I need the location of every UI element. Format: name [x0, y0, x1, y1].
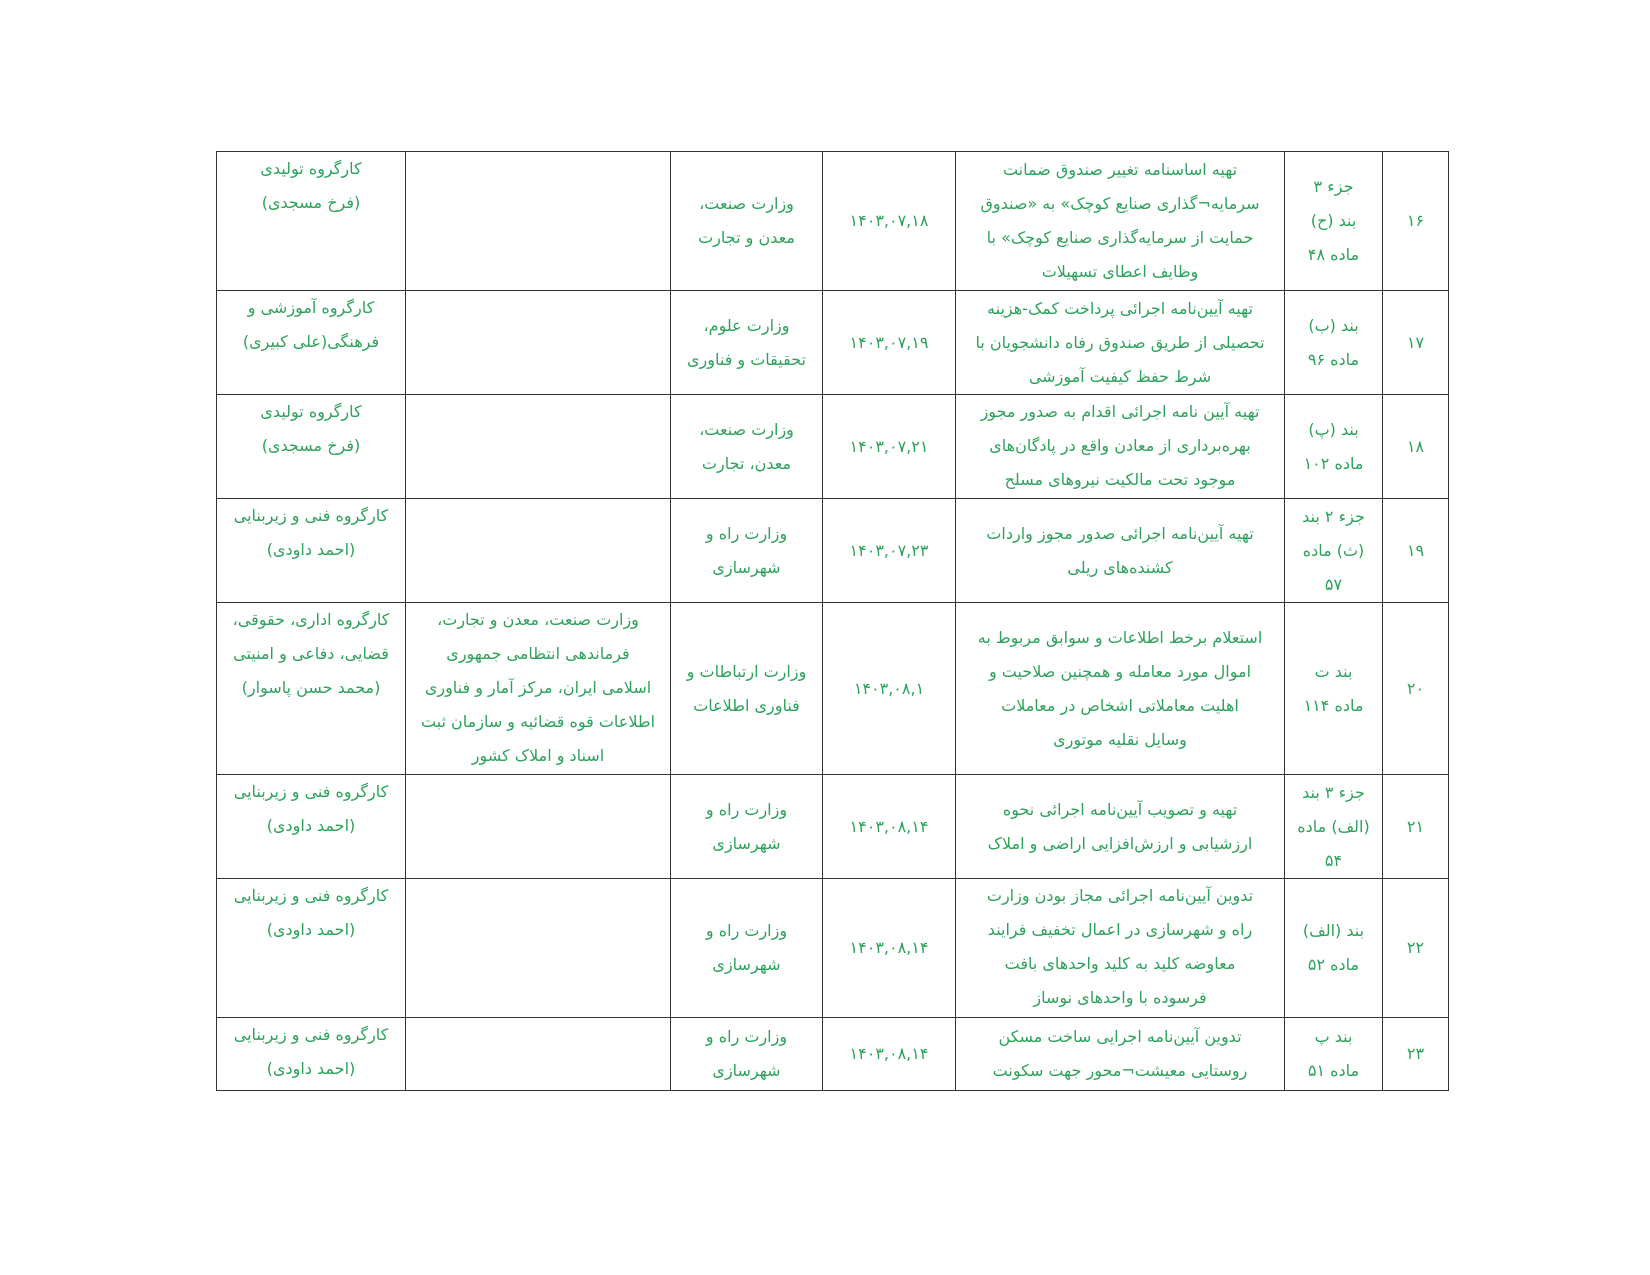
legal-reference-cell	[1285, 499, 1383, 603]
working-group-cell	[217, 603, 406, 775]
legal-reference-cell	[1285, 152, 1383, 291]
cell-line: بند (ب)	[1308, 315, 1359, 335]
cell-line: شهرسازی	[712, 833, 781, 853]
partner-bodies-cell	[406, 879, 671, 1018]
cell-line: شرط حفظ کیفیت آموزشی	[1028, 366, 1212, 386]
table-body	[217, 152, 1449, 1091]
task-title-cell	[956, 152, 1285, 291]
legal-reference-cell	[1285, 1018, 1383, 1091]
cell-line: (محمد حسن پاسوار)	[241, 678, 381, 697]
cell-line: جزء ۳	[1313, 177, 1354, 196]
deadline-date-cell: ۱۴۰۳,۰۷,۲۱	[823, 395, 956, 499]
cell-line: کارگروه فنی و زیربنایی	[233, 506, 389, 525]
row-number-cell: ۱۸	[1383, 395, 1449, 499]
deadline-date-cell: ۱۴۰۳,۰۸,۱	[823, 603, 956, 775]
legal-reference-cell	[1285, 603, 1383, 775]
legal-reference-cell	[1285, 775, 1383, 879]
responsible-ministry-cell	[671, 499, 823, 603]
cell-line: بند (الف)	[1302, 921, 1365, 940]
row-number-cell: ۲۲	[1383, 879, 1449, 1018]
cell-line: ماده ۵۱	[1307, 1061, 1360, 1080]
responsible-ministry-cell	[671, 152, 823, 291]
cell-line: اسلامی ایران، مرکز آمار و فناوری	[424, 678, 652, 697]
task-title-cell	[956, 603, 1285, 775]
cell-line: (الف) ماده	[1297, 816, 1370, 836]
cell-line: کشنده‌های ریلی	[1067, 557, 1173, 577]
cell-line: وزارت علوم،	[703, 315, 790, 335]
cell-line: وظایف اعطای تسهیلات	[1041, 262, 1199, 281]
table-row	[217, 395, 1449, 499]
cell-line: فناوری اطلاعات	[693, 695, 800, 715]
cell-line: (فرخ مسجدی)	[261, 436, 361, 455]
legal-reference-cell	[1285, 291, 1383, 395]
cell-line: کارگروه فنی و زیربنایی	[233, 782, 389, 801]
cell-line: وزارت صنعت،	[699, 419, 794, 439]
responsible-ministry-cell	[671, 879, 823, 1018]
cell-line: (فرخ مسجدی)	[261, 193, 361, 212]
partner-bodies-cell	[406, 152, 671, 291]
legal-reference-cell	[1285, 879, 1383, 1018]
cell-line: (ث) ماده	[1302, 540, 1365, 560]
working-group-cell	[217, 879, 406, 1018]
row-number-cell: ۲۰	[1383, 603, 1449, 775]
working-group-cell	[217, 499, 406, 603]
partner-bodies-cell	[406, 499, 671, 603]
table-row	[217, 775, 1449, 879]
deadline-date-cell: ۱۴۰۳,۰۸,۱۴	[823, 1018, 956, 1091]
cell-line: ارزشیابی و ارزش‌افزایی اراضی و املاک	[987, 833, 1253, 853]
cell-line: (احمد داودی)	[266, 1059, 356, 1078]
cell-line: وزارت راه و	[705, 799, 788, 819]
cell-line: کارگروه فنی و زیربنایی	[233, 1025, 389, 1044]
cell-line: تهیه آیین‌نامه اجرائی پرداخت کمک-هزینه	[987, 298, 1253, 318]
task-title-cell	[956, 395, 1285, 499]
cell-line: اطلاعات قوه قضائیه و سازمان ثبت	[420, 712, 656, 731]
cell-line: (احمد داودی)	[266, 920, 356, 939]
cell-line: بند پ	[1314, 1027, 1353, 1046]
cell-line: ماده ۹۶	[1307, 349, 1360, 369]
cell-line: (احمد داودی)	[266, 816, 356, 835]
cell-line: راه و شهرسازی در اعمال تخفیف فرایند	[987, 920, 1253, 939]
cell-line: جزء ۳ بند	[1302, 782, 1365, 802]
cell-line: تهیه اساسنامه تغییر صندوق ضمانت	[1002, 160, 1238, 179]
partner-bodies-cell	[406, 1018, 671, 1091]
working-group-cell	[217, 291, 406, 395]
responsible-ministry-cell	[671, 291, 823, 395]
row-number-cell: ۲۱	[1383, 775, 1449, 879]
cell-line: بهره‌برداری از معادن واقع در پادگان‌های	[989, 436, 1251, 455]
cell-line: جزء ۲ بند	[1302, 506, 1365, 526]
cell-line: وسایل نقلیه موتوری	[1053, 729, 1187, 749]
cell-line: وزارت ارتباطات و	[686, 661, 807, 681]
cell-line: کارگروه فنی و زیربنایی	[233, 886, 389, 905]
cell-line: ماده ۱۱۴	[1303, 695, 1364, 715]
cell-line: معدن، تجارت	[701, 453, 792, 473]
cell-line: اموال مورد معامله و همچنین صلاحیت و	[988, 661, 1252, 681]
deadline-date-cell: ۱۴۰۳,۰۷,۱۸	[823, 152, 956, 291]
cell-line: تهیه آیین‌نامه اجرائی صدور مجوز واردات	[986, 523, 1254, 543]
row-number-cell: ۲۳	[1383, 1018, 1449, 1091]
cell-line: وزارت راه و	[705, 921, 788, 940]
cell-line: حمایت از سرمایه‌گذاری صنایع کوچک» با	[986, 228, 1254, 247]
responsible-ministry-cell	[671, 1018, 823, 1091]
deadline-date-cell: ۱۴۰۳,۰۸,۱۴	[823, 879, 956, 1018]
deadline-date-cell: ۱۴۰۳,۰۸,۱۴	[823, 775, 956, 879]
cell-line: اسناد و املاک کشور	[471, 746, 605, 765]
table-row	[217, 291, 1449, 395]
table-row	[217, 603, 1449, 775]
responsible-ministry-cell	[671, 603, 823, 775]
cell-line: وزارت صنعت، معدن و تجارت،	[437, 610, 639, 629]
working-group-cell	[217, 1018, 406, 1091]
responsible-ministry-cell	[671, 775, 823, 879]
cell-line: استعلام برخط اطلاعات و سوابق مربوط به	[977, 627, 1263, 647]
cell-line: موجود تحت مالکیت نیروهای مسلح	[1004, 470, 1236, 489]
cell-line: تحصیلی از طریق صندوق رفاه دانشجویان با	[975, 332, 1265, 352]
task-title-cell	[956, 775, 1285, 879]
cell-line: بند (پ)	[1308, 419, 1359, 439]
partner-bodies-cell	[406, 291, 671, 395]
cell-line: ماده ۱۰۲	[1303, 453, 1364, 473]
working-group-cell	[217, 152, 406, 291]
working-group-cell	[217, 395, 406, 499]
working-group-cell	[217, 775, 406, 879]
cell-line: اهلیت معاملاتی اشخاص در معاملات	[1001, 695, 1239, 715]
cell-line: تحقیقات و فناوری	[687, 349, 806, 369]
partner-bodies-cell	[406, 603, 671, 775]
task-title-cell	[956, 1018, 1285, 1091]
cell-line: کارگروه آموزشی و	[247, 298, 375, 317]
cell-line: تدوین آیین‌نامه اجرائی مجاز بودن وزارت	[986, 886, 1254, 905]
task-title-cell	[956, 499, 1285, 603]
row-number-cell: ۱۶	[1383, 152, 1449, 291]
cell-line: وزارت راه و	[705, 1027, 788, 1046]
cell-line: (احمد داودی)	[266, 540, 356, 559]
responsible-ministry-cell	[671, 395, 823, 499]
table-row	[217, 499, 1449, 603]
deadline-date-cell: ۱۴۰۳,۰۷,۲۳	[823, 499, 956, 603]
cell-line: معاوضه کلید به کلید واحدهای بافت	[1004, 954, 1236, 973]
cell-line: فرماندهی انتظامی جمهوری	[446, 644, 630, 663]
cell-line: کارگروه تولیدی	[260, 159, 362, 178]
cell-line: ۵۴	[1324, 850, 1343, 870]
cell-line: ۵۷	[1324, 574, 1343, 594]
cell-line: تهیه آیین نامه اجرائی اقدام به صدور مجوز	[980, 402, 1260, 421]
row-number-cell: ۱۹	[1383, 499, 1449, 603]
task-title-cell	[956, 291, 1285, 395]
cell-line: شهرسازی	[712, 1061, 781, 1080]
cell-line: قضایی، دفاعی و امنیتی	[233, 644, 389, 663]
cell-line: کارگروه اداری، حقوقی،	[232, 610, 390, 629]
regulations-table	[216, 151, 1449, 1091]
cell-line: سرمایه¬گذاری صنایع کوچک» به «صندوق	[980, 194, 1260, 213]
task-title-cell	[956, 879, 1285, 1018]
document-table-container	[216, 151, 1448, 1091]
cell-line: بند (ح)	[1310, 211, 1357, 230]
cell-line: فرهنگی(علی کبیری)	[242, 332, 380, 351]
cell-line: معدن و تجارت	[698, 228, 795, 247]
cell-line: شهرسازی	[712, 955, 781, 974]
table-row	[217, 152, 1449, 291]
row-number-cell: ۱۷	[1383, 291, 1449, 395]
cell-line: ماده ۵۲	[1307, 955, 1360, 974]
cell-line: بند ت	[1314, 661, 1353, 681]
partner-bodies-cell	[406, 395, 671, 499]
cell-line: وزارت راه و	[705, 523, 788, 543]
deadline-date-cell: ۱۴۰۳,۰۷,۱۹	[823, 291, 956, 395]
partner-bodies-cell	[406, 775, 671, 879]
legal-reference-cell	[1285, 395, 1383, 499]
cell-line: شهرسازی	[712, 557, 781, 577]
cell-line: تهیه و تصویب آیین‌نامه اجرائی نحوه	[1002, 799, 1238, 819]
cell-line: وزارت صنعت،	[699, 194, 794, 213]
table-row	[217, 879, 1449, 1018]
table-row	[217, 1018, 1449, 1091]
cell-line: ماده ۴۸	[1307, 245, 1360, 264]
cell-line: فرسوده با واحدهای نوساز	[1033, 988, 1207, 1007]
cell-line: تدوین آیین‌نامه اجرایی ساخت مسکن	[998, 1027, 1242, 1046]
cell-line: کارگروه تولیدی	[260, 402, 362, 421]
cell-line: روستایی معیشت¬محور جهت سکونت	[992, 1061, 1248, 1080]
